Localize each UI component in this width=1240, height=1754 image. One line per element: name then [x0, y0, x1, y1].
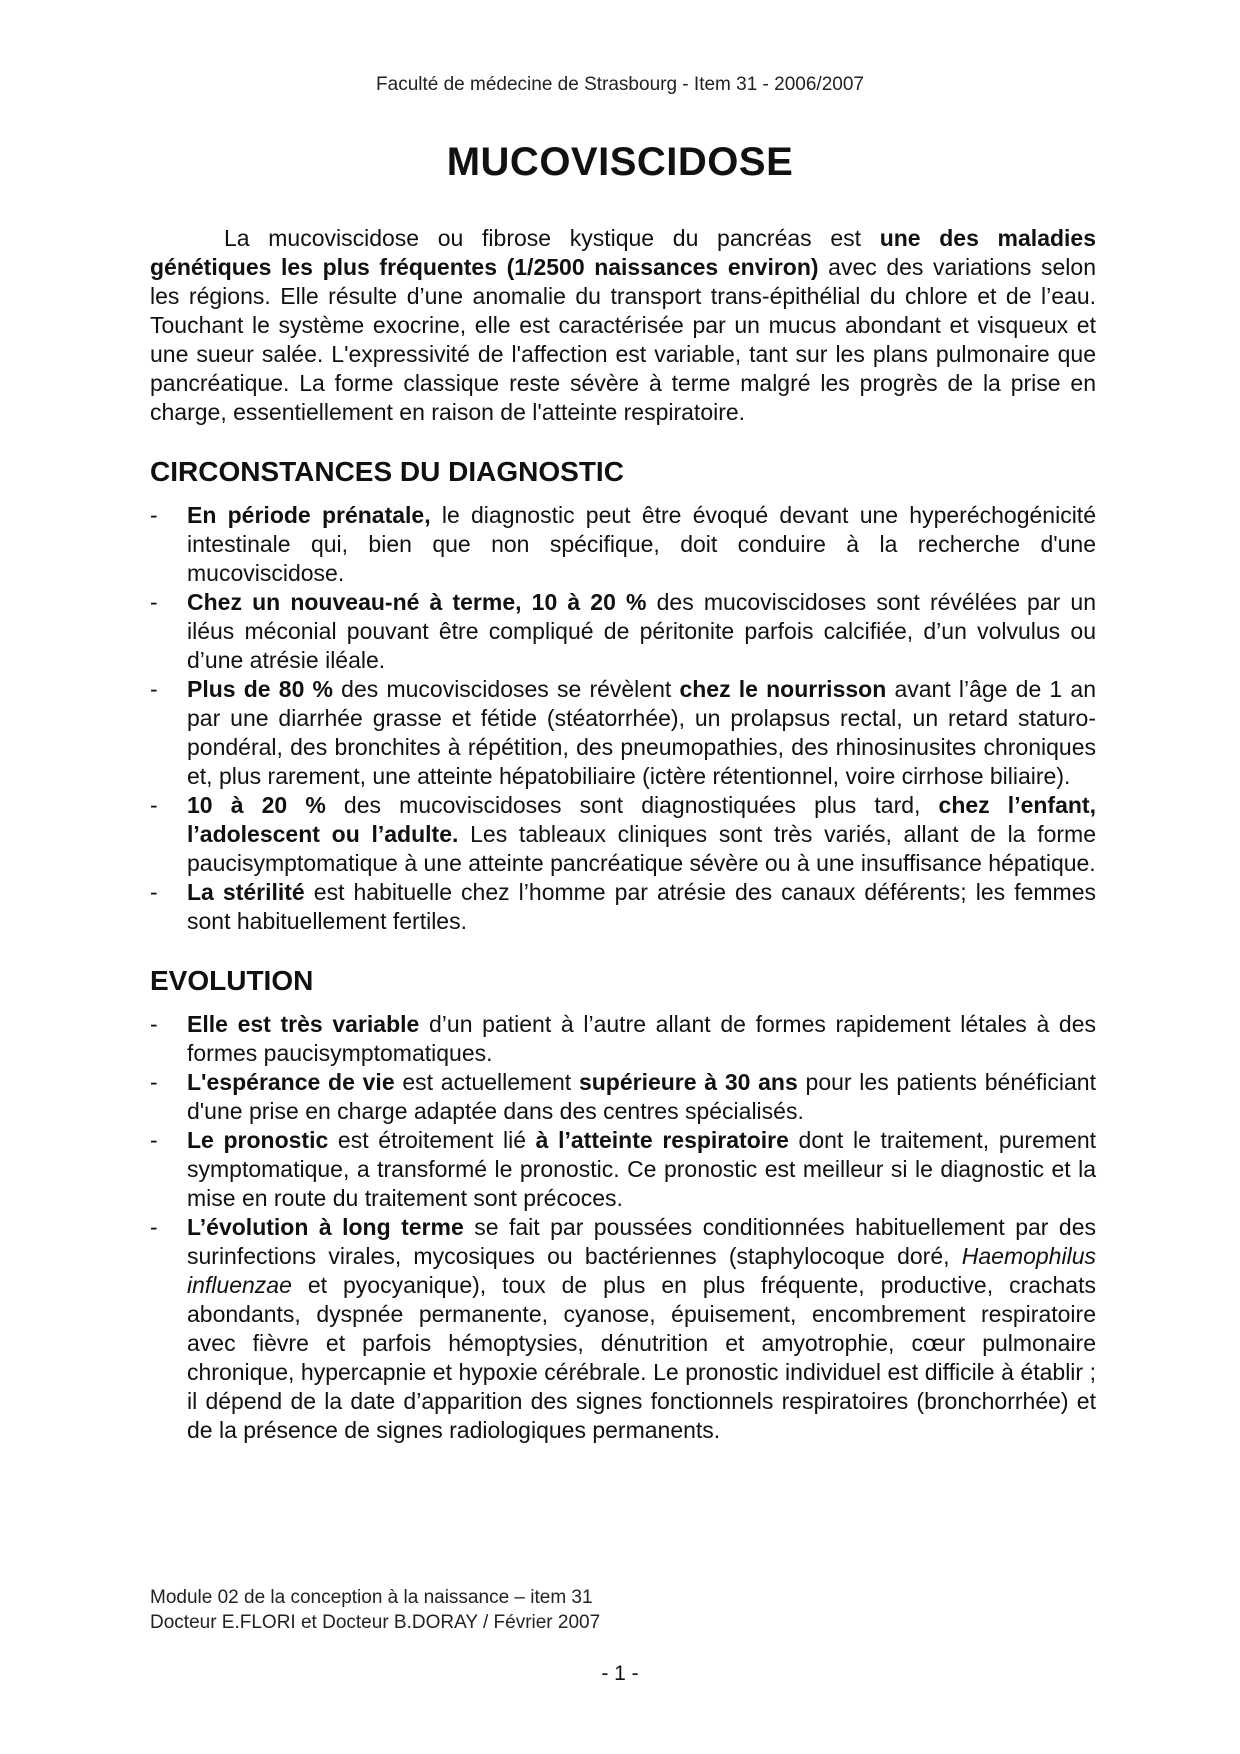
- evolution-list: [150, 1010, 1096, 1445]
- text-run: est actuellement: [394, 1069, 579, 1095]
- text-run: dont le traitement, purement symptomatique, a transformé le pronostic. Ce pronostic est meilleur si le diagnostic et la mise en route du traitement sont précoces.: [187, 1127, 1096, 1211]
- diagnostic-list: [150, 501, 1096, 936]
- text-run: le diagnostic peut être évoqué devant une hyperéchogénicité intestinale qui, bien que non spécifique, doit conduire à la recherche d'une mucoviscidose.: [187, 502, 1096, 586]
- document-body: [150, 224, 1096, 1445]
- bold-text: une des maladies génétiques les plus fréquentes (1/2500 naissances environ): [150, 225, 1097, 280]
- diagnostic-item-late: [150, 791, 1096, 878]
- text-run: se fait par poussées conditionnées habituellement par des surinfections virales, mycosiques ou bactériennes (staphylocoque doré,: [187, 1214, 1096, 1269]
- text-run: pour les patients bénéficiant d'une prise en charge adaptée dans des centres spécialisés.: [187, 1069, 1096, 1124]
- page-number: - 1 -: [601, 1662, 639, 1685]
- italic-text: Haemophilus influenzae: [187, 1243, 1096, 1298]
- bold-text: supérieure à 30 ans: [578, 1069, 798, 1095]
- footer-module-line: Module 02 de la conception à la naissance – item 31: [150, 1587, 593, 1608]
- bold-text: Le pronostic: [187, 1127, 329, 1153]
- diagnostic-item-prenatal: [150, 501, 1096, 588]
- bold-text: Elle est très variable: [187, 1011, 420, 1037]
- evolution-item-long-term: [150, 1213, 1096, 1445]
- page-header: Faculté de médecine de Strasbourg - Item 31 - 2006/2007: [376, 74, 864, 95]
- footer-authors-line: Docteur E.FLORI et Docteur B.DORAY / Février 2007: [150, 1612, 601, 1633]
- bold-text: 10 à 20 %: [187, 792, 326, 818]
- evolution-item-variability: [150, 1010, 1096, 1068]
- text-run: est habituelle chez l’homme par atrésie des canaux déférents; les femmes sont habituellement fertiles.: [187, 879, 1096, 934]
- bold-text: Plus de 80 %: [187, 676, 333, 702]
- text-run: Les tableaux cliniques sont très variés, allant de la forme paucisymptomatique à une atteinte pancréatique sévère ou à une insuffisance hépatique.: [187, 821, 1096, 876]
- text-run: est étroitement lié: [328, 1127, 536, 1153]
- diagnostic-item-newborn: [150, 588, 1096, 675]
- bold-text: En période prénatale,: [187, 502, 431, 528]
- text-run: avant l’âge de 1 an par une diarrhée grasse et fétide (stéatorrhée), un prolapsus rectal, un retard staturo-pondéral, des bronchites à répétition, des pneumopathies, des rhinosinusites chroniques et, plus rarement, une atteinte hépatobiliaire (ictère rétentionnel, voire cirrhose biliaire).: [187, 676, 1096, 789]
- diagnostic-item-infant: [150, 675, 1096, 791]
- page-footer: [150, 1585, 600, 1635]
- bold-text: chez le nourrisson: [679, 676, 887, 702]
- bold-text: chez l’enfant, l’adolescent ou l’adulte.: [187, 792, 1096, 847]
- section-heading-diagnostic: CIRCONSTANCES DU DIAGNOSTIC: [150, 456, 624, 487]
- page-title: MUCOVISCIDOSE: [446, 140, 794, 184]
- bold-text: L’évolution à long terme: [187, 1214, 464, 1240]
- text-run: des mucoviscidoses sont diagnostiquées plus tard,: [325, 792, 939, 818]
- text-run: La mucoviscidose ou fibrose kystique du pancréas est: [224, 225, 880, 251]
- bold-text: L'espérance de vie: [187, 1069, 395, 1095]
- bold-text: Chez un nouveau-né à terme, 10 à 20 %: [187, 589, 647, 615]
- diagnostic-item-sterility: [150, 878, 1096, 936]
- section-heading-evolution: EVOLUTION: [150, 965, 314, 996]
- evolution-item-prognosis: [150, 1126, 1096, 1213]
- bold-text: La stérilité: [187, 879, 305, 905]
- intro-paragraph: [150, 224, 1096, 427]
- bold-text: à l’atteinte respiratoire: [535, 1127, 789, 1153]
- text-run: d’un patient à l’autre allant de formes rapidement létales à des formes paucisymptomatiques.: [187, 1011, 1096, 1066]
- text-run: des mucoviscidoses sont révélées par un iléus méconial pouvant être compliqué de péritonite parfois calcifiée, d’un volvulus ou d’une atrésie iléale.: [187, 589, 1097, 673]
- evolution-item-life-expectancy: [150, 1068, 1096, 1126]
- text-run: des mucoviscidoses se révèlent: [333, 676, 680, 702]
- text-run: avec des variations selon les régions. Elle résulte d’une anomalie du transport trans-épithélial du chlore et de l’eau. Touchant le système exocrine, elle est caractérisée par un mucus abondant et visqueux et une sueur salée. L'expressivité de l'affection est variable, tant sur les plans pulmonaire que pancréatique. La forme classique reste sévère à terme malgré les progrès de la prise en charge, essentiellement en raison de l'atteinte respiratoire.: [150, 254, 1097, 425]
- text-run: et pyocyanique), toux de plus en plus fréquente, productive, crachats abondants, dyspnée permanente, cyanose, épuisement, encombrement respiratoire avec fièvre et parfois hémoptysies, dénutrition et amyotrophie, cœur pulmonaire chronique, hypercapnie et hypoxie cérébrale. Le pronostic individuel est difficile à établir ; il dépend de la date d’apparition des signes fonctionnels respiratoires (bronchorrhée) et de la présence de signes radiologiques permanents.: [187, 1272, 1096, 1443]
